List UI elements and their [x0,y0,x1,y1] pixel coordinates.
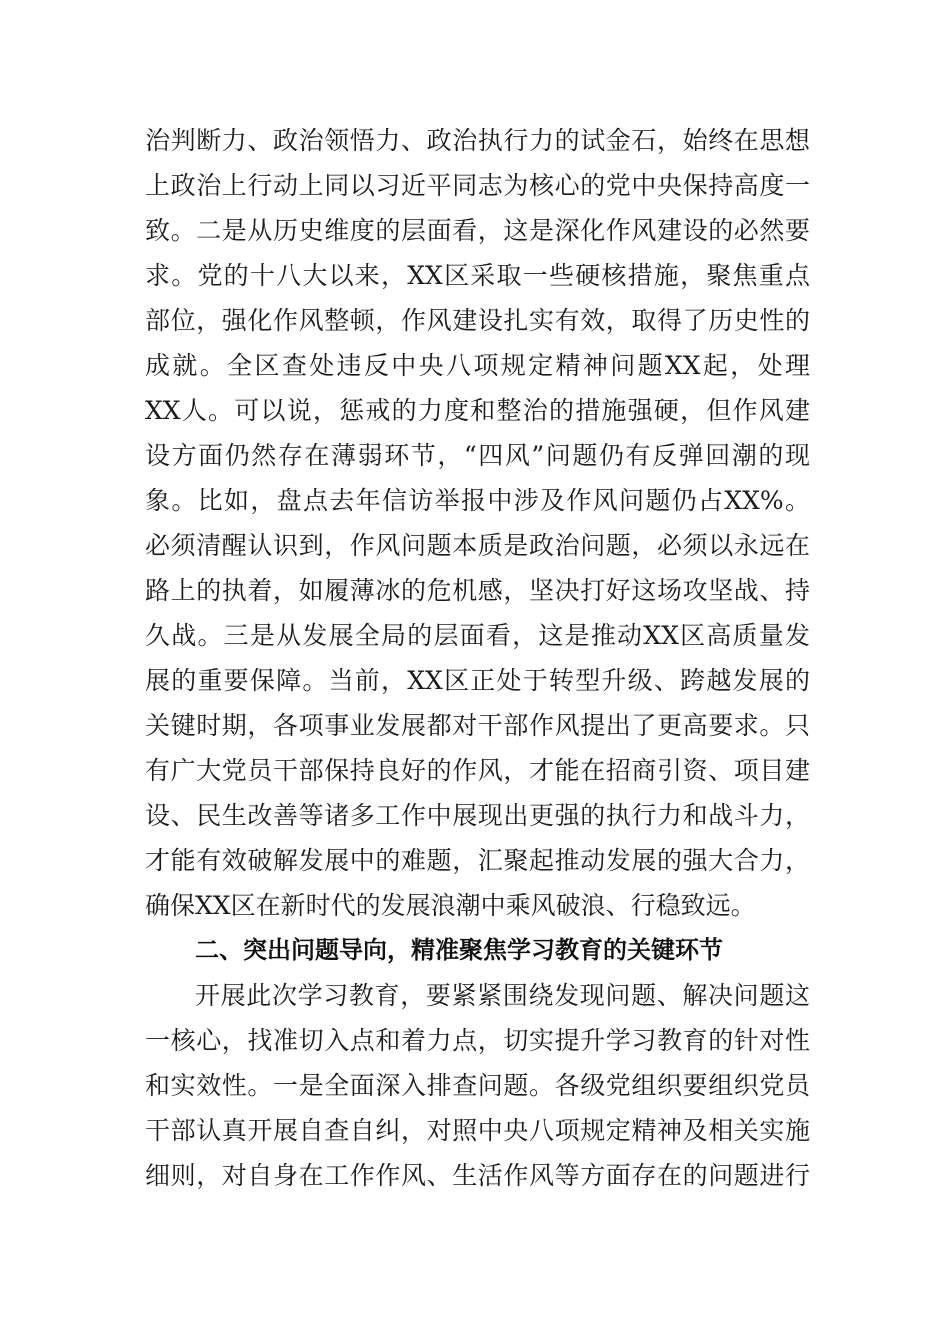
paragraph-1-line: 展的重要保障。当前，XX区正处于转型升级、跨越发展的 [145,666,810,695]
paragraph-1-line: 才能有效破解发展中的难题，汇聚起推动发展的强大合力， [145,846,810,875]
paragraph-1-line: 治判断力、政治领悟力、政治执行力的试金石，始终在思想 [145,126,810,155]
paragraph-1-line: 设、民生改善等诸多工作中展现出更强的执行力和战斗力， [145,801,810,830]
paragraph-2-line: 干部认真开展自查自纠，对照中央八项规定精神及相关实施 [145,1116,810,1145]
paragraph-1-line: 有广大党员干部保持良好的作风，才能在招商引资、项目建 [145,756,810,785]
paragraph-2-line: 一核心，找准切入点和着力点，切实提升学习教育的针对性 [145,1026,810,1055]
paragraph-1-line: 部位，强化作风整顿，作风建设扎实有效，取得了历史性的 [145,306,810,335]
paragraph-1 [145,118,810,1198]
paragraph-1-line: 确保XX区在新时代的发展浪潮中乘风破浪、行稳致远。 [145,891,756,920]
paragraph-1-line: 致。二是从历史维度的层面看，这是深化作风建设的必然要 [145,216,810,245]
paragraph-2-line: 和实效性。一是全面深入排查问题。各级党组织要组织党员 [145,1071,810,1100]
paragraph-1-line: 路上的执着，如履薄冰的危机感，坚决打好这场攻坚战、持 [145,576,810,605]
paragraph-1-line: 象。比如，盘点去年信访举报中涉及作风问题仍占XX%。 [145,486,810,515]
section-heading-2: 二、突出问题导向，精准聚焦学习教育的关键环节 [195,936,723,964]
paragraph-1-line: 设方面仍然存在薄弱环节，“四风”问题仍有反弹回潮的现 [145,441,810,470]
paragraph-1-line: XX人。可以说，惩戒的力度和整治的措施强硬，但作风建 [145,396,810,425]
paragraph-1-line: 上政治上行动上同以习近平同志为核心的党中央保持高度一 [145,171,810,200]
paragraph-1-line: 必须清醒认识到，作风问题本质是政治问题，必须以永远在 [145,531,810,560]
paragraph-1-line: 久战。三是从发展全局的层面看，这是推动XX区高质量发 [145,621,810,650]
paragraph-2-line: 细则，对自身在工作作风、生活作风等方面存在的问题进行 [145,1161,810,1190]
paragraph-2-line: 开展此次学习教育，要紧紧围绕发现问题、解决问题这 [195,981,810,1010]
paragraph-1-line: 成就。全区查处违反中央八项规定精神问题XX起，处理 [145,351,810,380]
paragraph-1-line: 求。党的十八大以来，XX区采取一些硬核措施，聚焦重点 [145,261,810,290]
paragraph-1-line: 关键时期，各项事业发展都对干部作风提出了更高要求。只 [145,711,810,740]
